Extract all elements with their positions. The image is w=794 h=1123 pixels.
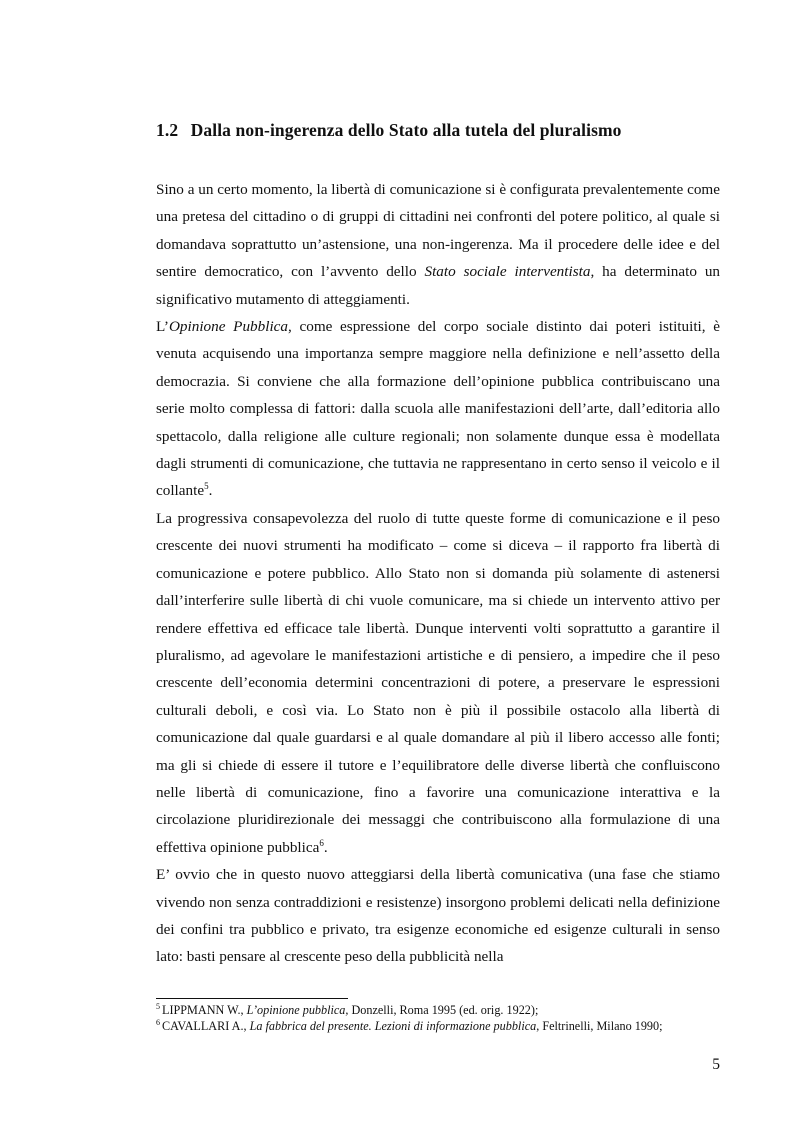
footnote-ref[interactable]: 6 xyxy=(319,837,324,848)
footnote-title: La fabbrica del presente. Lezioni di informazione pubblica xyxy=(249,1019,537,1033)
section-heading xyxy=(156,120,716,141)
section-number: 1.2 xyxy=(156,120,179,140)
paragraph-text: E’ ovvio che in questo nuovo atteggiarsi della libertà comunicativa (una fase che stiamo vivendo non senza contraddizioni e resistenze) insorgono problemi delicati nella definizione dei confini tra pubblico e privato, tra esigenze economiche ed esigenze culturali in senso lato: basti pensare al crescente peso della pubblicità nella xyxy=(156,866,720,966)
section-title: Dalla non-ingerenza dello Stato alla tutela del pluralismo xyxy=(190,120,622,140)
paragraph-text: . xyxy=(323,838,328,856)
footnotes xyxy=(156,1002,736,1034)
footnote-publication: , Feltrinelli, Milano 1990; xyxy=(536,1019,663,1033)
paragraph-4 xyxy=(156,861,720,971)
emphasis-text: Opinione Pubblica xyxy=(168,318,288,336)
paragraph-text: , ha determinato un significativo mutamento di atteggiamenti. xyxy=(156,263,721,308)
page-number: 5 xyxy=(712,1056,720,1073)
footnote-title: L’opinione pubblica, xyxy=(246,1003,349,1017)
emphasis-text: Stato sociale interventista xyxy=(424,263,591,281)
paragraph-text: L’ xyxy=(156,318,169,336)
paragraph-1 xyxy=(156,176,720,313)
paragraph-text: Sino a un certo momento, la libertà di comunicazione si è configurata prevalentemente come una pretesa del cittadino o di gruppi di cittadini nei confronti del potere politico, al quale si domandava soprattutto un’astensione, una non-ingerenza. Ma il procedere delle idee e del sentire democratico, con l’avvento dello xyxy=(156,181,720,281)
body-text xyxy=(156,176,720,971)
footnote-divider xyxy=(156,998,348,999)
paragraph-text: , come espressione del corpo sociale distinto dai poteri istituiti, è venuta acquisendo una importanza sempre maggiore nella definizione e nell’assetto della democrazia. Si conviene che alla formazione dell’opinione pubblica contribuiscano una serie molto complessa di fattori: dalla scuola alle manifestazioni dell’arte, dall’editoria allo spettacolo, dalla religione alle culture regionali; non solamente dunque essa è modellata dagli strumenti di comunicazione, che tuttavia ne rappresentano in certo senso il veicolo e il collante xyxy=(156,318,720,500)
paragraph-3 xyxy=(156,505,720,861)
footnote xyxy=(156,1002,736,1018)
footnote-number: 5 xyxy=(156,1001,160,1011)
paragraph-2 xyxy=(156,313,720,505)
footnote-publication: Donzelli, Roma 1995 (ed. orig. 1922); xyxy=(348,1003,539,1017)
footnote-author: CAVALLARI A., xyxy=(162,1019,247,1033)
footnote-number: 6 xyxy=(156,1017,160,1027)
footnote-author: LIPPMANN W., xyxy=(162,1003,244,1017)
footnote-ref[interactable]: 5 xyxy=(204,481,209,492)
paragraph-text: La progressiva consapevolezza del ruolo di tutte queste forme di comunicazione e il peso crescente dei nuovi strumenti ha modificato – come si diceva – il rapporto fra libertà di comunicazione e potere pubblico. Allo Stato non si domanda più solamente di astenersi dall’interferire sulle libertà di chi vuole comunicare, ma si chiede un intervento attivo per rendere effettiva ed efficace tale libertà. Dunque interventi volti soprattutto a garantire il pluralismo, ad agevolare le manifestazioni artistiche e di pensiero, a impedire che il peso crescente dell’economia determini concentrazioni di potere, a preservare le espressioni culturali deboli, e così via. Lo Stato non è più il possibile ostacolo alla libertà di comunicazione dal quale guardarsi e al quale domandare al più il libero accesso alle fonti; ma gli si chiede di essere il tutore e l’equilibratore delle diverse libertà che confluiscono nelle libertà di comunicazione, fino a favorire una comunicazione interattiva e la circolazione pluridirezionale dei messaggi che contribuiscono alla formulazione di una effettiva opinione pubblica xyxy=(156,509,720,856)
paragraph-text: . xyxy=(208,482,213,500)
footnote xyxy=(156,1018,736,1034)
